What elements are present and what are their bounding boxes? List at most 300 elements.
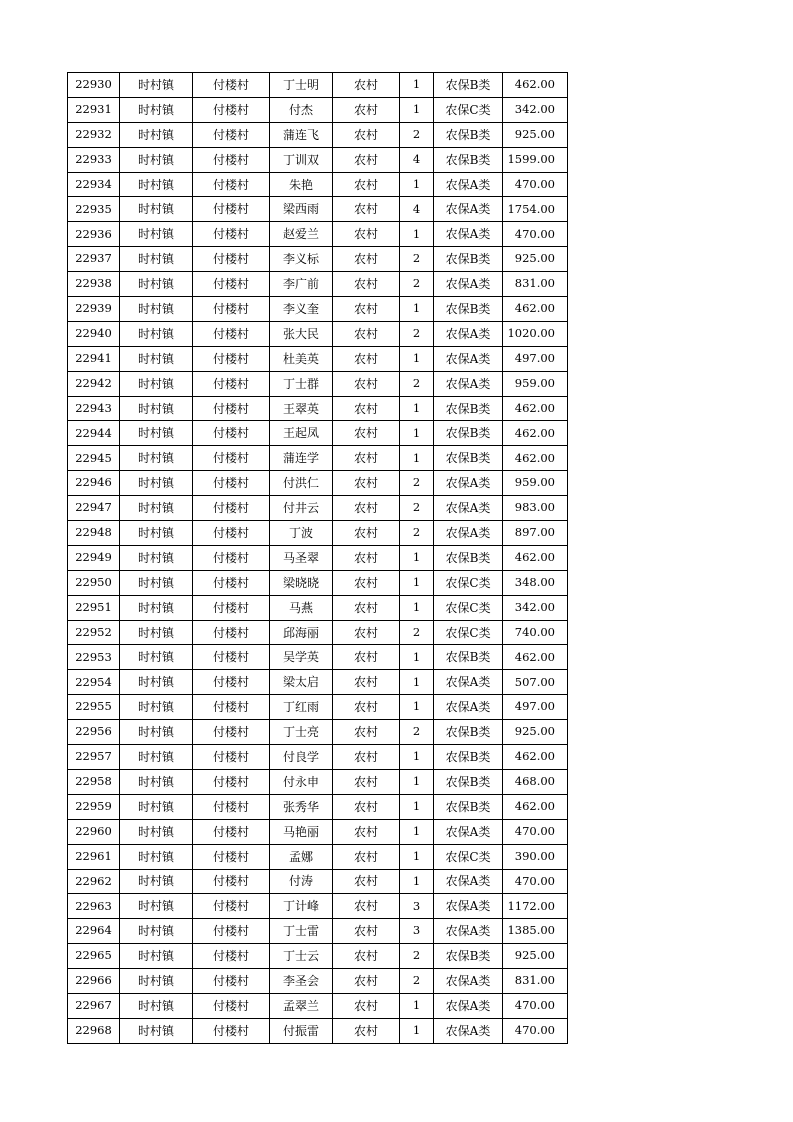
type-cell: 农村 — [333, 570, 400, 595]
type-cell: 农村 — [333, 272, 400, 297]
count-cell: 1 — [400, 819, 434, 844]
count-cell: 4 — [400, 147, 434, 172]
amount-cell: 348.00 — [503, 570, 568, 595]
type-cell: 农村 — [333, 172, 400, 197]
amount-cell: 462.00 — [503, 446, 568, 471]
town-cell: 时村镇 — [120, 993, 193, 1018]
town-cell: 时村镇 — [120, 894, 193, 919]
village-cell: 付楼村 — [193, 197, 270, 222]
name-cell: 杜美英 — [270, 346, 333, 371]
town-cell: 时村镇 — [120, 297, 193, 322]
table-row — [68, 521, 568, 546]
category-cell: 农保A类 — [434, 321, 503, 346]
category-cell: 农保A类 — [434, 819, 503, 844]
name-cell: 付涛 — [270, 869, 333, 894]
table-row — [68, 670, 568, 695]
record-id-cell: 22944 — [68, 421, 120, 446]
town-cell: 时村镇 — [120, 570, 193, 595]
village-cell: 付楼村 — [193, 745, 270, 770]
amount-cell: 1599.00 — [503, 147, 568, 172]
table-row — [68, 969, 568, 994]
amount-cell: 470.00 — [503, 222, 568, 247]
type-cell: 农村 — [333, 321, 400, 346]
town-cell: 时村镇 — [120, 521, 193, 546]
count-cell: 1 — [400, 645, 434, 670]
village-cell: 付楼村 — [193, 321, 270, 346]
village-cell: 付楼村 — [193, 595, 270, 620]
count-cell: 1 — [400, 1018, 434, 1043]
village-cell: 付楼村 — [193, 645, 270, 670]
village-cell: 付楼村 — [193, 346, 270, 371]
village-cell: 付楼村 — [193, 421, 270, 446]
name-cell: 邱海丽 — [270, 620, 333, 645]
village-cell: 付楼村 — [193, 969, 270, 994]
table-row — [68, 73, 568, 98]
type-cell: 农村 — [333, 993, 400, 1018]
type-cell: 农村 — [333, 919, 400, 944]
table-row — [68, 919, 568, 944]
category-cell: 农保B类 — [434, 396, 503, 421]
category-cell: 农保C类 — [434, 620, 503, 645]
type-cell: 农村 — [333, 695, 400, 720]
record-id-cell: 22931 — [68, 97, 120, 122]
town-cell: 时村镇 — [120, 620, 193, 645]
village-cell: 付楼村 — [193, 919, 270, 944]
type-cell: 农村 — [333, 844, 400, 869]
table-row — [68, 172, 568, 197]
town-cell: 时村镇 — [120, 421, 193, 446]
category-cell: 农保A类 — [434, 471, 503, 496]
count-cell: 3 — [400, 894, 434, 919]
type-cell: 农村 — [333, 869, 400, 894]
table-row — [68, 297, 568, 322]
amount-cell: 831.00 — [503, 969, 568, 994]
count-cell: 1 — [400, 844, 434, 869]
amount-cell: 925.00 — [503, 944, 568, 969]
amount-cell: 470.00 — [503, 172, 568, 197]
name-cell: 李广前 — [270, 272, 333, 297]
count-cell: 2 — [400, 496, 434, 521]
table-row — [68, 446, 568, 471]
count-cell: 1 — [400, 993, 434, 1018]
amount-cell: 468.00 — [503, 769, 568, 794]
town-cell: 时村镇 — [120, 247, 193, 272]
table-row — [68, 1018, 568, 1043]
village-cell: 付楼村 — [193, 720, 270, 745]
type-cell: 农村 — [333, 222, 400, 247]
record-id-cell: 22951 — [68, 595, 120, 620]
town-cell: 时村镇 — [120, 97, 193, 122]
amount-cell: 462.00 — [503, 545, 568, 570]
name-cell: 蒲连学 — [270, 446, 333, 471]
village-cell: 付楼村 — [193, 371, 270, 396]
record-id-cell: 22938 — [68, 272, 120, 297]
record-id-cell: 22958 — [68, 769, 120, 794]
category-cell: 农保B类 — [434, 720, 503, 745]
record-id-cell: 22966 — [68, 969, 120, 994]
name-cell: 王起凤 — [270, 421, 333, 446]
record-id-cell: 22956 — [68, 720, 120, 745]
category-cell: 农保B类 — [434, 446, 503, 471]
category-cell: 农保A类 — [434, 197, 503, 222]
count-cell: 1 — [400, 595, 434, 620]
category-cell: 农保B类 — [434, 297, 503, 322]
name-cell: 梁西雨 — [270, 197, 333, 222]
record-id-cell: 22949 — [68, 545, 120, 570]
town-cell: 时村镇 — [120, 969, 193, 994]
category-cell: 农保A类 — [434, 222, 503, 247]
record-id-cell: 22965 — [68, 944, 120, 969]
count-cell: 1 — [400, 695, 434, 720]
count-cell: 2 — [400, 969, 434, 994]
amount-cell: 959.00 — [503, 471, 568, 496]
category-cell: 农保C类 — [434, 844, 503, 869]
village-cell: 付楼村 — [193, 247, 270, 272]
village-cell: 付楼村 — [193, 819, 270, 844]
village-cell: 付楼村 — [193, 570, 270, 595]
count-cell: 2 — [400, 272, 434, 297]
name-cell: 付良学 — [270, 745, 333, 770]
town-cell: 时村镇 — [120, 496, 193, 521]
record-id-cell: 22935 — [68, 197, 120, 222]
name-cell: 付井云 — [270, 496, 333, 521]
amount-cell: 462.00 — [503, 73, 568, 98]
village-cell: 付楼村 — [193, 1018, 270, 1043]
name-cell: 赵爱兰 — [270, 222, 333, 247]
town-cell: 时村镇 — [120, 73, 193, 98]
type-cell: 农村 — [333, 396, 400, 421]
village-cell: 付楼村 — [193, 396, 270, 421]
name-cell: 朱艳 — [270, 172, 333, 197]
count-cell: 1 — [400, 396, 434, 421]
village-cell: 付楼村 — [193, 496, 270, 521]
type-cell: 农村 — [333, 894, 400, 919]
table-row — [68, 993, 568, 1018]
amount-cell: 507.00 — [503, 670, 568, 695]
count-cell: 4 — [400, 197, 434, 222]
type-cell: 农村 — [333, 297, 400, 322]
count-cell: 1 — [400, 297, 434, 322]
village-cell: 付楼村 — [193, 147, 270, 172]
table-row — [68, 272, 568, 297]
record-id-cell: 22940 — [68, 321, 120, 346]
amount-cell: 342.00 — [503, 595, 568, 620]
table-row — [68, 570, 568, 595]
type-cell: 农村 — [333, 122, 400, 147]
type-cell: 农村 — [333, 819, 400, 844]
record-id-cell: 22941 — [68, 346, 120, 371]
type-cell: 农村 — [333, 346, 400, 371]
record-id-cell: 22933 — [68, 147, 120, 172]
type-cell: 农村 — [333, 371, 400, 396]
table-row — [68, 695, 568, 720]
record-id-cell: 22945 — [68, 446, 120, 471]
amount-cell: 497.00 — [503, 346, 568, 371]
type-cell: 农村 — [333, 496, 400, 521]
amount-cell: 390.00 — [503, 844, 568, 869]
town-cell: 时村镇 — [120, 944, 193, 969]
table-row — [68, 97, 568, 122]
amount-cell: 831.00 — [503, 272, 568, 297]
category-cell: 农保B类 — [434, 421, 503, 446]
town-cell: 时村镇 — [120, 595, 193, 620]
record-id-cell: 22968 — [68, 1018, 120, 1043]
table-row — [68, 396, 568, 421]
count-cell: 1 — [400, 869, 434, 894]
name-cell: 孟翠兰 — [270, 993, 333, 1018]
count-cell: 1 — [400, 346, 434, 371]
record-id-cell: 22932 — [68, 122, 120, 147]
town-cell: 时村镇 — [120, 769, 193, 794]
village-cell: 付楼村 — [193, 272, 270, 297]
village-cell: 付楼村 — [193, 670, 270, 695]
category-cell: 农保A类 — [434, 496, 503, 521]
town-cell: 时村镇 — [120, 346, 193, 371]
table-row — [68, 471, 568, 496]
count-cell: 2 — [400, 620, 434, 645]
town-cell: 时村镇 — [120, 695, 193, 720]
town-cell: 时村镇 — [120, 869, 193, 894]
amount-cell: 462.00 — [503, 745, 568, 770]
town-cell: 时村镇 — [120, 819, 193, 844]
table-row — [68, 147, 568, 172]
category-cell: 农保A类 — [434, 695, 503, 720]
village-cell: 付楼村 — [193, 769, 270, 794]
table-row — [68, 944, 568, 969]
table-row — [68, 371, 568, 396]
table-row — [68, 745, 568, 770]
type-cell: 农村 — [333, 745, 400, 770]
category-cell: 农保B类 — [434, 122, 503, 147]
category-cell: 农保C类 — [434, 595, 503, 620]
category-cell: 农保B类 — [434, 794, 503, 819]
village-cell: 付楼村 — [193, 297, 270, 322]
count-cell: 1 — [400, 172, 434, 197]
table-row — [68, 769, 568, 794]
name-cell: 马圣翠 — [270, 545, 333, 570]
village-cell: 付楼村 — [193, 446, 270, 471]
type-cell: 农村 — [333, 97, 400, 122]
town-cell: 时村镇 — [120, 1018, 193, 1043]
town-cell: 时村镇 — [120, 222, 193, 247]
amount-cell: 925.00 — [503, 122, 568, 147]
table-row — [68, 894, 568, 919]
record-id-cell: 22943 — [68, 396, 120, 421]
count-cell: 1 — [400, 670, 434, 695]
category-cell: 农保A类 — [434, 1018, 503, 1043]
name-cell: 丁红雨 — [270, 695, 333, 720]
town-cell: 时村镇 — [120, 147, 193, 172]
town-cell: 时村镇 — [120, 446, 193, 471]
village-cell: 付楼村 — [193, 869, 270, 894]
count-cell: 1 — [400, 73, 434, 98]
table-row — [68, 421, 568, 446]
name-cell: 李义奎 — [270, 297, 333, 322]
count-cell: 2 — [400, 122, 434, 147]
record-id-cell: 22961 — [68, 844, 120, 869]
table-row — [68, 620, 568, 645]
category-cell: 农保B类 — [434, 745, 503, 770]
town-cell: 时村镇 — [120, 794, 193, 819]
name-cell: 王翠英 — [270, 396, 333, 421]
village-cell: 付楼村 — [193, 172, 270, 197]
count-cell: 2 — [400, 321, 434, 346]
town-cell: 时村镇 — [120, 844, 193, 869]
count-cell: 1 — [400, 421, 434, 446]
category-cell: 农保A类 — [434, 869, 503, 894]
village-cell: 付楼村 — [193, 545, 270, 570]
type-cell: 农村 — [333, 670, 400, 695]
amount-cell: 462.00 — [503, 645, 568, 670]
count-cell: 1 — [400, 446, 434, 471]
table-row — [68, 346, 568, 371]
village-cell: 付楼村 — [193, 122, 270, 147]
count-cell: 2 — [400, 471, 434, 496]
count-cell: 1 — [400, 545, 434, 570]
amount-cell: 740.00 — [503, 620, 568, 645]
type-cell: 农村 — [333, 794, 400, 819]
record-id-cell: 22934 — [68, 172, 120, 197]
category-cell: 农保B类 — [434, 73, 503, 98]
category-cell: 农保B类 — [434, 545, 503, 570]
town-cell: 时村镇 — [120, 471, 193, 496]
type-cell: 农村 — [333, 645, 400, 670]
amount-cell: 959.00 — [503, 371, 568, 396]
count-cell: 2 — [400, 720, 434, 745]
amount-cell: 470.00 — [503, 869, 568, 894]
type-cell: 农村 — [333, 421, 400, 446]
category-cell: 农保C类 — [434, 570, 503, 595]
record-id-cell: 22937 — [68, 247, 120, 272]
village-cell: 付楼村 — [193, 521, 270, 546]
table-row — [68, 595, 568, 620]
town-cell: 时村镇 — [120, 272, 193, 297]
type-cell: 农村 — [333, 595, 400, 620]
type-cell: 农村 — [333, 769, 400, 794]
category-cell: 农保C类 — [434, 97, 503, 122]
amount-cell: 925.00 — [503, 720, 568, 745]
type-cell: 农村 — [333, 446, 400, 471]
record-id-cell: 22936 — [68, 222, 120, 247]
count-cell: 2 — [400, 371, 434, 396]
name-cell: 丁训双 — [270, 147, 333, 172]
record-id-cell: 22952 — [68, 620, 120, 645]
amount-cell: 470.00 — [503, 819, 568, 844]
town-cell: 时村镇 — [120, 371, 193, 396]
amount-cell: 1385.00 — [503, 919, 568, 944]
name-cell: 付洪仁 — [270, 471, 333, 496]
category-cell: 农保B类 — [434, 247, 503, 272]
count-cell: 1 — [400, 570, 434, 595]
category-cell: 农保B类 — [434, 147, 503, 172]
town-cell: 时村镇 — [120, 919, 193, 944]
amount-cell: 462.00 — [503, 794, 568, 819]
amount-cell: 462.00 — [503, 297, 568, 322]
name-cell: 吴学英 — [270, 645, 333, 670]
category-cell: 农保A类 — [434, 894, 503, 919]
name-cell: 李圣会 — [270, 969, 333, 994]
name-cell: 孟娜 — [270, 844, 333, 869]
table-row — [68, 645, 568, 670]
record-id-cell: 22948 — [68, 521, 120, 546]
name-cell: 梁太启 — [270, 670, 333, 695]
record-id-cell: 22967 — [68, 993, 120, 1018]
name-cell: 张秀华 — [270, 794, 333, 819]
amount-cell: 983.00 — [503, 496, 568, 521]
village-cell: 付楼村 — [193, 993, 270, 1018]
table-row — [68, 197, 568, 222]
table-row — [68, 720, 568, 745]
record-id-cell: 22960 — [68, 819, 120, 844]
record-id-cell: 22947 — [68, 496, 120, 521]
village-cell: 付楼村 — [193, 97, 270, 122]
table-row — [68, 545, 568, 570]
table-row — [68, 222, 568, 247]
village-cell: 付楼村 — [193, 944, 270, 969]
category-cell: 农保A类 — [434, 969, 503, 994]
name-cell: 马艳丽 — [270, 819, 333, 844]
town-cell: 时村镇 — [120, 122, 193, 147]
amount-cell: 897.00 — [503, 521, 568, 546]
record-id-cell: 22962 — [68, 869, 120, 894]
village-cell: 付楼村 — [193, 471, 270, 496]
town-cell: 时村镇 — [120, 321, 193, 346]
name-cell: 付永申 — [270, 769, 333, 794]
amount-cell: 462.00 — [503, 396, 568, 421]
type-cell: 农村 — [333, 73, 400, 98]
record-id-cell: 22939 — [68, 297, 120, 322]
type-cell: 农村 — [333, 944, 400, 969]
count-cell: 1 — [400, 769, 434, 794]
village-cell: 付楼村 — [193, 794, 270, 819]
count-cell: 1 — [400, 97, 434, 122]
category-cell: 农保A类 — [434, 272, 503, 297]
table-body — [68, 73, 568, 1044]
table-row — [68, 869, 568, 894]
table-row — [68, 247, 568, 272]
record-id-cell: 22946 — [68, 471, 120, 496]
name-cell: 丁计峰 — [270, 894, 333, 919]
count-cell: 3 — [400, 919, 434, 944]
town-cell: 时村镇 — [120, 197, 193, 222]
table-row — [68, 844, 568, 869]
type-cell: 农村 — [333, 620, 400, 645]
town-cell: 时村镇 — [120, 745, 193, 770]
type-cell: 农村 — [333, 247, 400, 272]
town-cell: 时村镇 — [120, 172, 193, 197]
amount-cell: 1020.00 — [503, 321, 568, 346]
table-row — [68, 321, 568, 346]
village-cell: 付楼村 — [193, 695, 270, 720]
category-cell: 农保B类 — [434, 769, 503, 794]
name-cell: 丁士群 — [270, 371, 333, 396]
amount-cell: 925.00 — [503, 247, 568, 272]
amount-cell: 342.00 — [503, 97, 568, 122]
name-cell: 丁波 — [270, 521, 333, 546]
table-row — [68, 819, 568, 844]
town-cell: 时村镇 — [120, 670, 193, 695]
name-cell: 马燕 — [270, 595, 333, 620]
category-cell: 农保A类 — [434, 172, 503, 197]
category-cell: 农保A类 — [434, 371, 503, 396]
category-cell: 农保B类 — [434, 645, 503, 670]
name-cell: 丁士明 — [270, 73, 333, 98]
count-cell: 1 — [400, 222, 434, 247]
type-cell: 农村 — [333, 197, 400, 222]
village-cell: 付楼村 — [193, 620, 270, 645]
record-id-cell: 22950 — [68, 570, 120, 595]
data-table — [67, 72, 568, 1044]
